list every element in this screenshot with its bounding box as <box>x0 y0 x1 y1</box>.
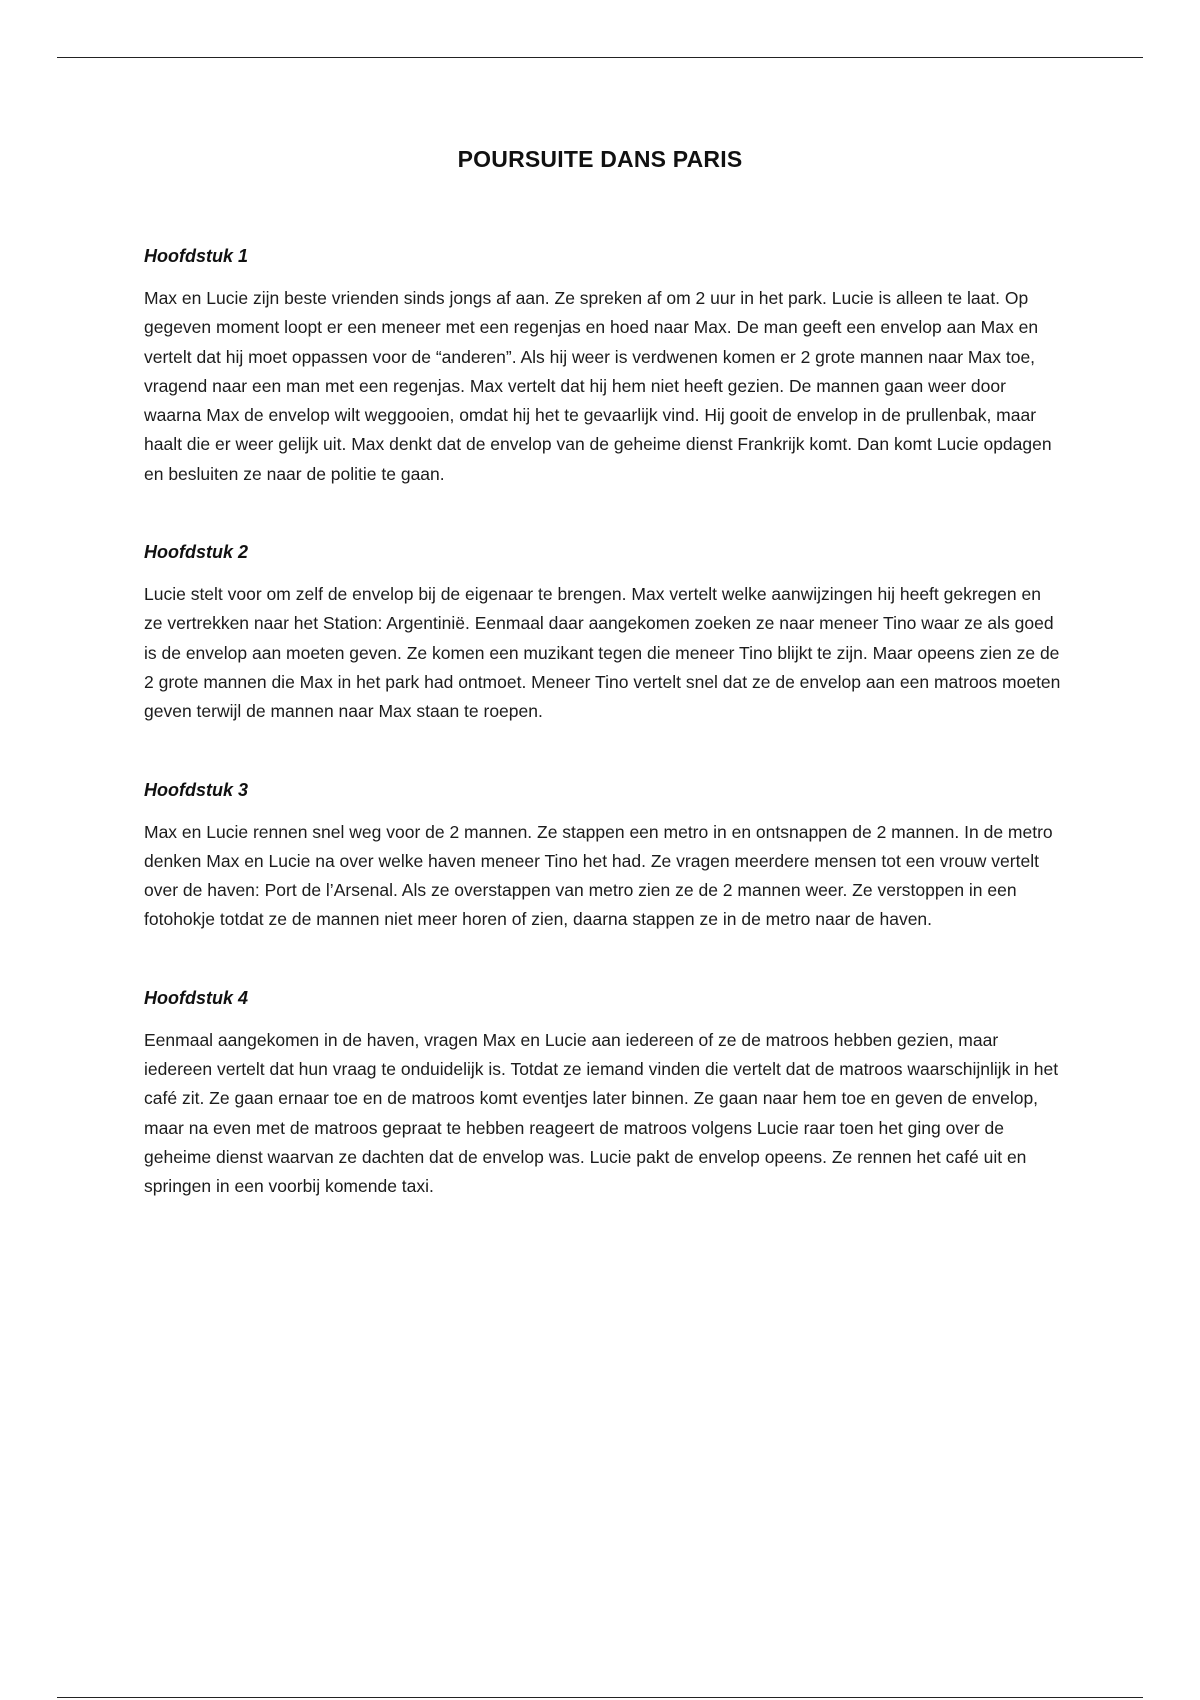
document-body <box>144 243 1064 1202</box>
page-title: POURSUITE DANS PARIS <box>457 146 743 172</box>
bottom-horizontal-rule <box>57 1697 1143 1698</box>
top-horizontal-rule <box>57 57 1143 58</box>
chapter-2 <box>144 539 1064 726</box>
chapter-1 <box>144 243 1064 489</box>
chapter-4 <box>144 985 1064 1202</box>
chapter-paragraph: Max en Lucie rennen snel weg voor de 2 mannen. Ze stappen een metro in en ontsnappen de 2 mannen. In de metro denken Max en Lucie na over welke haven meneer Tino het had. Ze vragen meerdere mensen tot een vrouw vertelt over de haven: Port de l’Arsenal. Als ze overstappen van metro zien ze de 2 mannen weer. Ze verstoppen in een fotohokje totdat ze de mannen niet meer horen of zien, daarna stappen ze in de metro naar de haven. <box>144 821 1053 930</box>
chapter-heading: Hoofdstuk 1 <box>144 246 249 266</box>
chapter-heading: Hoofdstuk 2 <box>144 542 249 563</box>
chapter-paragraph: Eenmaal aangekomen in de haven, vragen Max en Lucie aan iedereen of ze de matroos hebben gezien, maar iedereen vertelt dat hun vraag te onduidelijk is. Totdat ze iemand vinden die vertelt dat de matroos waarschijnlijk in het café zit. Ze gaan ernaar toe en de matroos komt eventjes later binnen. Ze gaan naar hem toe en geven de envelop, maar na even met de matroos gepraat te hebben reageert de matroos volgens Lucie raar toen het ging over de geheime dienst waarvan ze dachten dat de envelop was. Lucie pakt de envelop opeens. Ze rennen het café uit en springen in een voorbij komende taxi. <box>144 1029 1059 1197</box>
chapter-heading: Hoofdstuk 4 <box>144 987 249 1008</box>
chapter-paragraph: Max en Lucie zijn beste vrienden sinds jongs af aan. Ze spreken af om 2 uur in het park. Lucie is alleen te laat. Op gegeven moment loopt er een meneer met een regenjas en hoed naar Max. De man geeft een envelop aan Max en vertelt dat hij moet oppassen voor de “anderen”. Als hij weer is verdwenen komen er 2 grote mannen naar Max toe, vragend naar een man met een regenjas. Max vertelt dat hij hem niet heeft gezien. De mannen gaan weer door waarna Max de envelop wilt weggooien, omdat hij het te gevaarlijk vind. Hij gooit de envelop in de prullenbak, maar haalt die er weer gelijk uit. Max denkt dat de envelop van de geheime dienst Frankrijk komt. Dan komt Lucie opdagen en besluiten ze naar de politie te gaan. <box>144 288 1052 484</box>
chapter-paragraph: Lucie stelt voor om zelf de envelop bij de eigenaar te brengen. Max vertelt welke aanwijzingen hij heeft gekregen en ze vertrekken naar het Station: Argentinië. Eenmaal daar aangekomen zoeken ze naar meneer Tino waar ze als goed is de envelop aan moeten geven. Ze komen een muzikant tegen die meneer Tino blijkt te zijn. Maar opeens zien ze de 2 grote mannen die Max in het park had ontmoet. Meneer Tino vertelt snel dat ze de envelop aan een matroos moeten geven terwijl de mannen naar Max staan te roepen. <box>144 584 1061 722</box>
chapter-heading: Hoofdstuk 3 <box>144 779 249 800</box>
chapter-3 <box>144 777 1064 935</box>
